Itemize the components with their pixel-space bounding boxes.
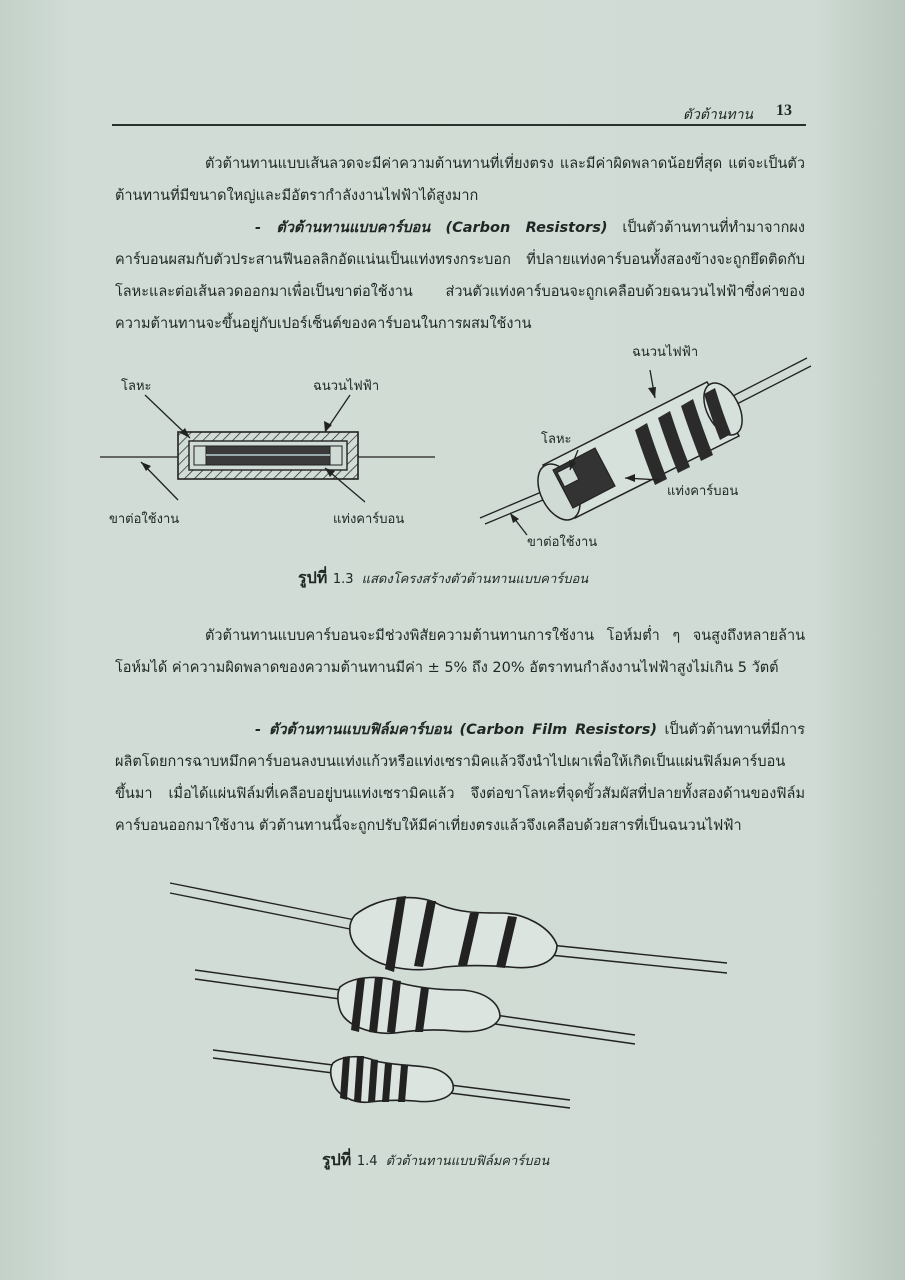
caption-text: ตัวต้านทานแบบฟิล์มคาร์บอน [385,1154,550,1169]
cutaway-resistor-drawing [480,358,811,535]
medium-film-resistor [195,970,635,1044]
label-carbon-left: แท่งคาร์บอน [333,512,405,527]
paragraph-carbon [115,212,805,340]
paragraph-carbon-film [115,714,805,842]
figure-1-3-diagram [95,340,815,555]
figure-1-3-caption [298,566,588,591]
caption-number: 1.3 [332,572,354,587]
caption-number: 1.4 [356,1154,378,1169]
page-number: 13 [776,102,792,119]
label-carbon-right: แท่งคาร์บอน [667,484,739,499]
cross-section-drawing [100,395,435,502]
paragraph-text: ตัวต้านทานแบบคาร์บอนจะมีช่วงพิสัยความต้านทานการใช้งาน โอห์มต่ำ ๆ จนสูงถึงหลายล้านโอห์มได้ ค่าความผิดพลาดของความต้านทานมีค่า ± 5% ถึง 20% อัตราทนกำลังงานไฟฟ้าสูงไม่เกิน 5 วัตต์ [115,628,805,676]
carbon-heading: - ตัวต้านทานแบบคาร์บอน (Carbon Resistors) [255,220,608,236]
paragraph-carbon-range [115,620,805,684]
carbon-film-heading: - ตัวต้านทานแบบฟิล์มคาร์บอน (Carbon Film Resistors) [255,722,657,738]
label-metal-left: โลหะ [121,379,152,394]
small-film-resistor [213,1050,570,1108]
figure-1-4-caption [322,1148,549,1173]
caption-label: รูปที่ [322,1150,352,1169]
label-insulator-right: ฉนวนไฟฟ้า [632,345,699,360]
label-lead-left: ขาต่อใช้งาน [109,512,180,527]
caption-label: รูปที่ [298,568,328,587]
paragraph-text: เป็นตัวต้านทานที่มีการผลิตโดยการฉาบหมึกคาร์บอนลงบนแท่งแก้วหรือแท่งเซรามิคแล้วจึงนำไปเผาเพื่อให้เกิดเป็นแผ่นฟิล์มคาร์บอนขึ้นมา เมื่อได้แผ่นฟิล์มที่เคลือบอยู่บนแท่งเซรามิคแล้ว จึงต่อขาโลหะที่จุดขั้วสัมผัสที่ปลายทั้งสองด้านของฟิล์มคาร์บอนออกมาใช้งาน ตัวต้านทานนี้จะถูกปรับให้มีค่าเที่ยงตรงแล้วจึงเคลือบด้วยสารที่เป็นฉนวนไฟฟ้า [115,722,805,834]
paragraph-text: เป็นตัวต้านทานที่ทำมาจากผงคาร์บอนผสมกับตัวประสานฟีนอลลิกอัดแน่นเป็นแท่งทรงกระบอก ที่ปลายแท่งคาร์บอนทั้งสองข้างจะถูกยึดติดกับโลหะและต่อเส้นลวดออกมาเพื่อเป็นขาต่อใช้งาน ส่วนตัวแท่งคาร์บอนจะถูกเคลือบด้วยฉนวนไฟฟ้าซึ่งค่าของความต้านทานจะขึ้นอยู่กับเปอร์เซ็นต์ของคาร์บอนในการผสมใช้งาน [115,220,805,332]
running-title: ตัวต้านทาน [682,107,753,123]
label-insulator-left: ฉนวนไฟฟ้า [313,379,380,394]
label-lead-right: ขาต่อใช้งาน [527,535,598,550]
large-film-resistor [170,883,727,973]
label-metal-right: โลหะ [541,432,572,447]
paragraph-text: ตัวต้านทานแบบเส้นลวดจะมีค่าความต้านทานที่เที่ยงตรง และมีค่าผิดพลาดน้อยที่สุด แต่จะเป็นตัวต้านทานที่มีขนาดใหญ่และมีอัตรากำลังงานไฟฟ้าได้สูงมาก [115,156,805,204]
header-rule [112,124,806,126]
figure-1-4-drawing [165,875,745,1120]
paragraph-wirewound [115,148,805,212]
caption-text: แสดงโครงสร้างตัวต้านทานแบบคาร์บอน [361,572,589,587]
